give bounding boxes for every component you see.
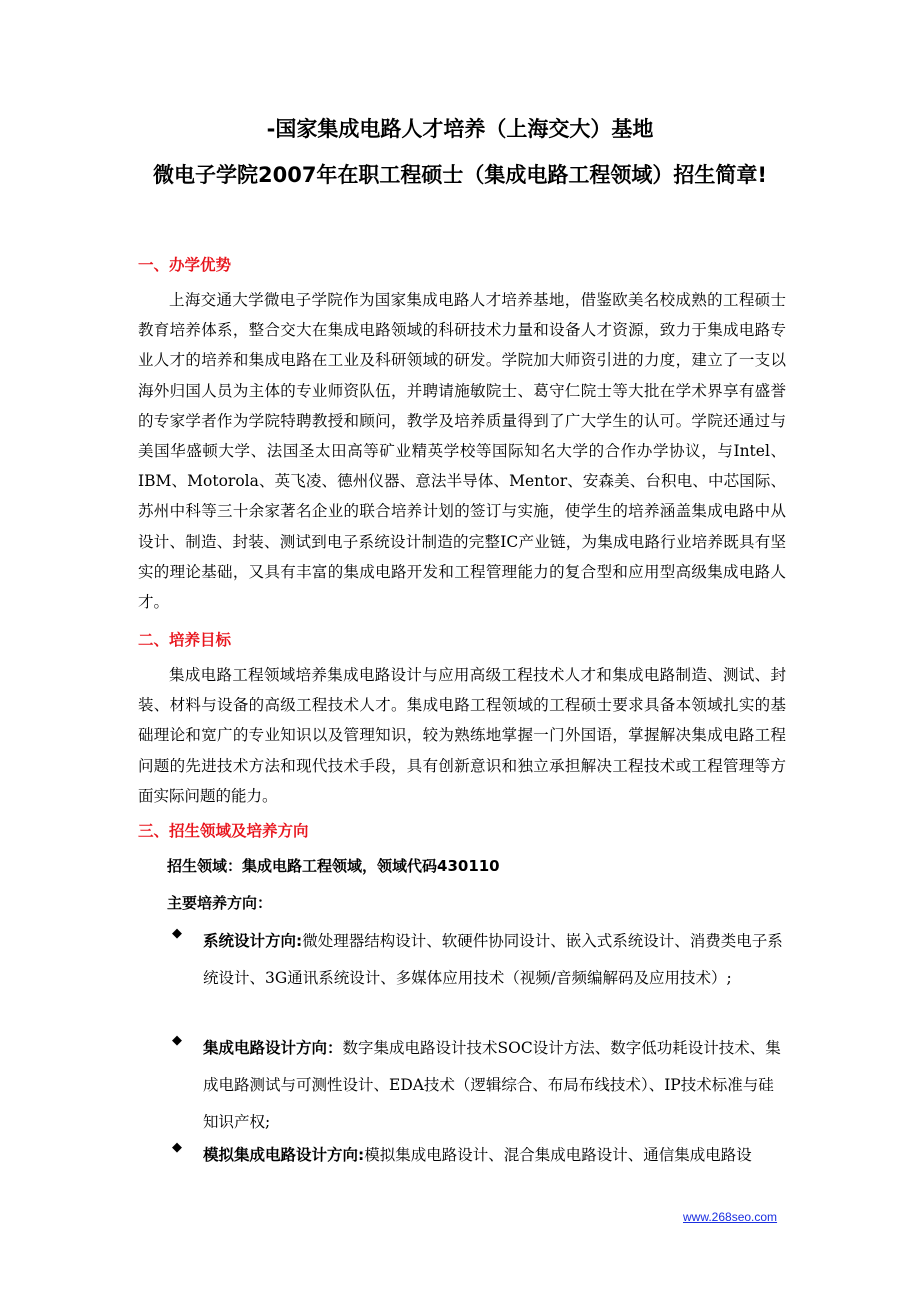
document-title-line1: -国家集成电路人才培养（上海交大）基地 <box>266 117 654 141</box>
section-heading-directions: 三、招生领域及培养方向 <box>138 822 309 840</box>
direction-item-body <box>203 923 786 997</box>
section-paragraph-advantages: 上海交通大学微电子学院作为国家集成电路人才培养基地，借鉴欧美名校成熟的工程硕士教育培养体系，整合交大在集成电路领域的科研技术力量和设备人才资源，致力于集成电路专业人才的培养和集成电路在工业及科研领域的研发。学院加大师资引进的力度，建立了一支以海外归国人员为主体的专业师资队伍，并聘请施敏院士、葛守仁院士等大批在学术界享有盛誉的专家学者作为学院特聘教授和顾问，教学及培养质量得到了广大学生的认可。学院还通过与美国华盛顿大学、法国圣太田高等矿业精英学校等国际知名大学的合作办学协议，与Intel、IBM、Motorola、英飞凌、德州仪器、意法半导体、Mentor、安森美、台积电、中芯国际、苏州中科等三十余家著名企业的联合培养计划的签订与实施，使学生的培养涵盖集成电路中从设计、制造、封装、测试到电子系统设计制造的完整IC产业链，为集成电路行业培养既具有坚实的理论基础，又具有丰富的集成电路开发和工程管理能力的复合型和应用型高级集成电路人才。 <box>138 291 786 612</box>
admission-field: 招生领域：集成电路工程领域，领域代码430110 <box>167 857 500 875</box>
direction-text: 微处理器结构设计、软硬件协同设计、嵌入式系统设计、消费类电子系统设计、3G通讯系统设计、多媒体应用技术（视频/音频编解码及应用技术）; <box>203 932 783 987</box>
document-title-line2: 微电子学院2007年在职工程硕士（集成电路工程领域）招生简章! <box>152 163 768 187</box>
direction-label: 系统设计方向: <box>203 932 303 950</box>
direction-label: 集成电路设计方向： <box>203 1039 343 1057</box>
section-heading-goals: 二、培养目标 <box>138 631 232 649</box>
direction-item-body <box>203 1137 786 1174</box>
section-paragraph-goals: 集成电路工程领域培养集成电路设计与应用高级工程技术人才和集成电路制造、测试、封装、材料与设备的高级工程技术人才。集成电路工程领域的工程硕士要求具备本领域扎实的基础理论和宽广的专业知识以及管理知识，较为熟练地掌握一门外国语，掌握解决集成电路工程问题的先进技术方法和现代技术手段，具有创新意识和独立承担解决工程技术或工程管理等方面实际问题的能力。 <box>138 666 786 805</box>
direction-item-ic-design <box>172 1030 786 1141</box>
direction-label: 模拟集成电路设计方向: <box>203 1146 365 1164</box>
direction-item-analog-design <box>172 1137 786 1174</box>
direction-text: 数字集成电路设计技术SOC设计方法、数字低功耗设计技术、集成电路测试与可测性设计、EDA技术（逻辑综合、布局布线技术）、IP技术标准与硅知识产权; <box>203 1039 781 1131</box>
directions-label: 主要培养方向： <box>167 894 273 912</box>
direction-text: 模拟集成电路设计、混合集成电路设计、通信集成电路设 <box>364 1146 752 1164</box>
diamond-bullet-icon: ◆ <box>172 1140 182 1155</box>
section-heading-advantages: 一、办学优势 <box>138 256 232 274</box>
diamond-bullet-icon: ◆ <box>172 1033 182 1048</box>
direction-item-system-design <box>172 923 786 997</box>
diamond-bullet-icon: ◆ <box>172 926 182 941</box>
direction-item-body <box>203 1030 786 1141</box>
footer-website-link[interactable]: www.268seo.com <box>683 1210 778 1224</box>
